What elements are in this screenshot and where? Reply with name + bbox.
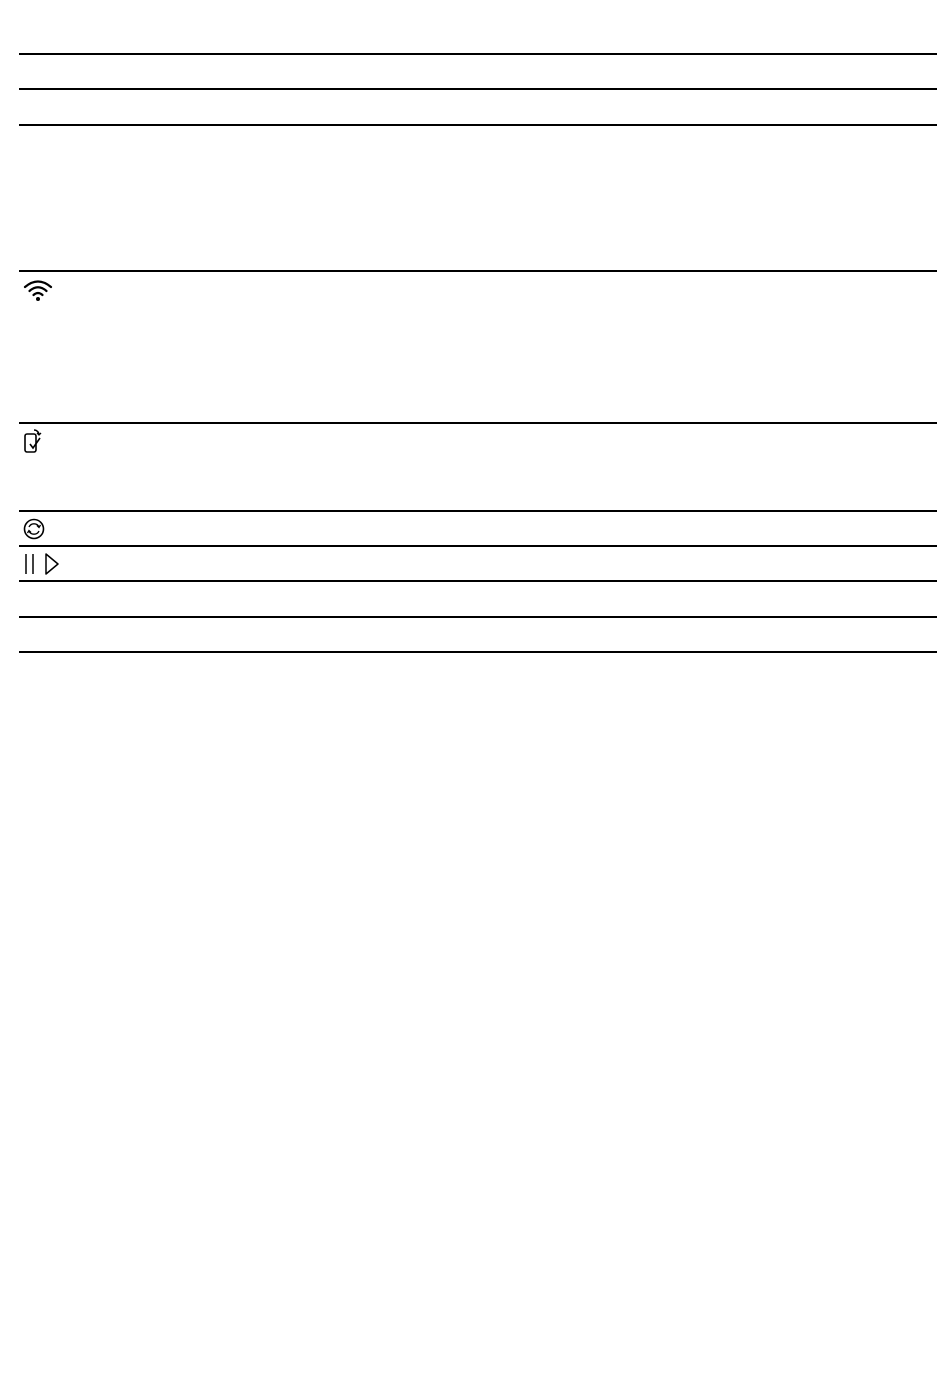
table-row bbox=[19, 580, 937, 617]
table-row bbox=[19, 545, 937, 581]
symbol-cell bbox=[19, 55, 249, 89]
description-cell bbox=[249, 272, 937, 423]
table-row bbox=[19, 422, 937, 511]
table-row bbox=[19, 53, 937, 89]
symbol-cell bbox=[19, 547, 249, 581]
symbol-cell bbox=[19, 582, 249, 617]
symbol-cell bbox=[19, 618, 249, 651]
symbol-cell bbox=[19, 424, 249, 511]
remote-start-icon bbox=[22, 517, 46, 541]
description-cell bbox=[249, 547, 937, 581]
pause-play-icon bbox=[22, 553, 62, 575]
description-cell bbox=[249, 512, 937, 546]
symbol-cell bbox=[19, 90, 249, 125]
phone-check-icon bbox=[22, 429, 44, 455]
description-cell bbox=[249, 424, 937, 511]
table-row bbox=[19, 270, 937, 423]
table-row bbox=[19, 88, 937, 125]
symbol-cell bbox=[19, 512, 249, 546]
description-cell bbox=[249, 55, 937, 89]
table-row bbox=[19, 124, 937, 271]
description-cell bbox=[249, 618, 937, 651]
wifi-icon bbox=[22, 278, 54, 302]
description-cell bbox=[249, 90, 937, 125]
symbol-cell bbox=[19, 272, 249, 423]
table-row bbox=[19, 510, 937, 546]
description-cell bbox=[249, 126, 937, 271]
description-cell bbox=[249, 582, 937, 617]
symbol-cell bbox=[19, 126, 249, 271]
table-row bbox=[19, 616, 937, 653]
